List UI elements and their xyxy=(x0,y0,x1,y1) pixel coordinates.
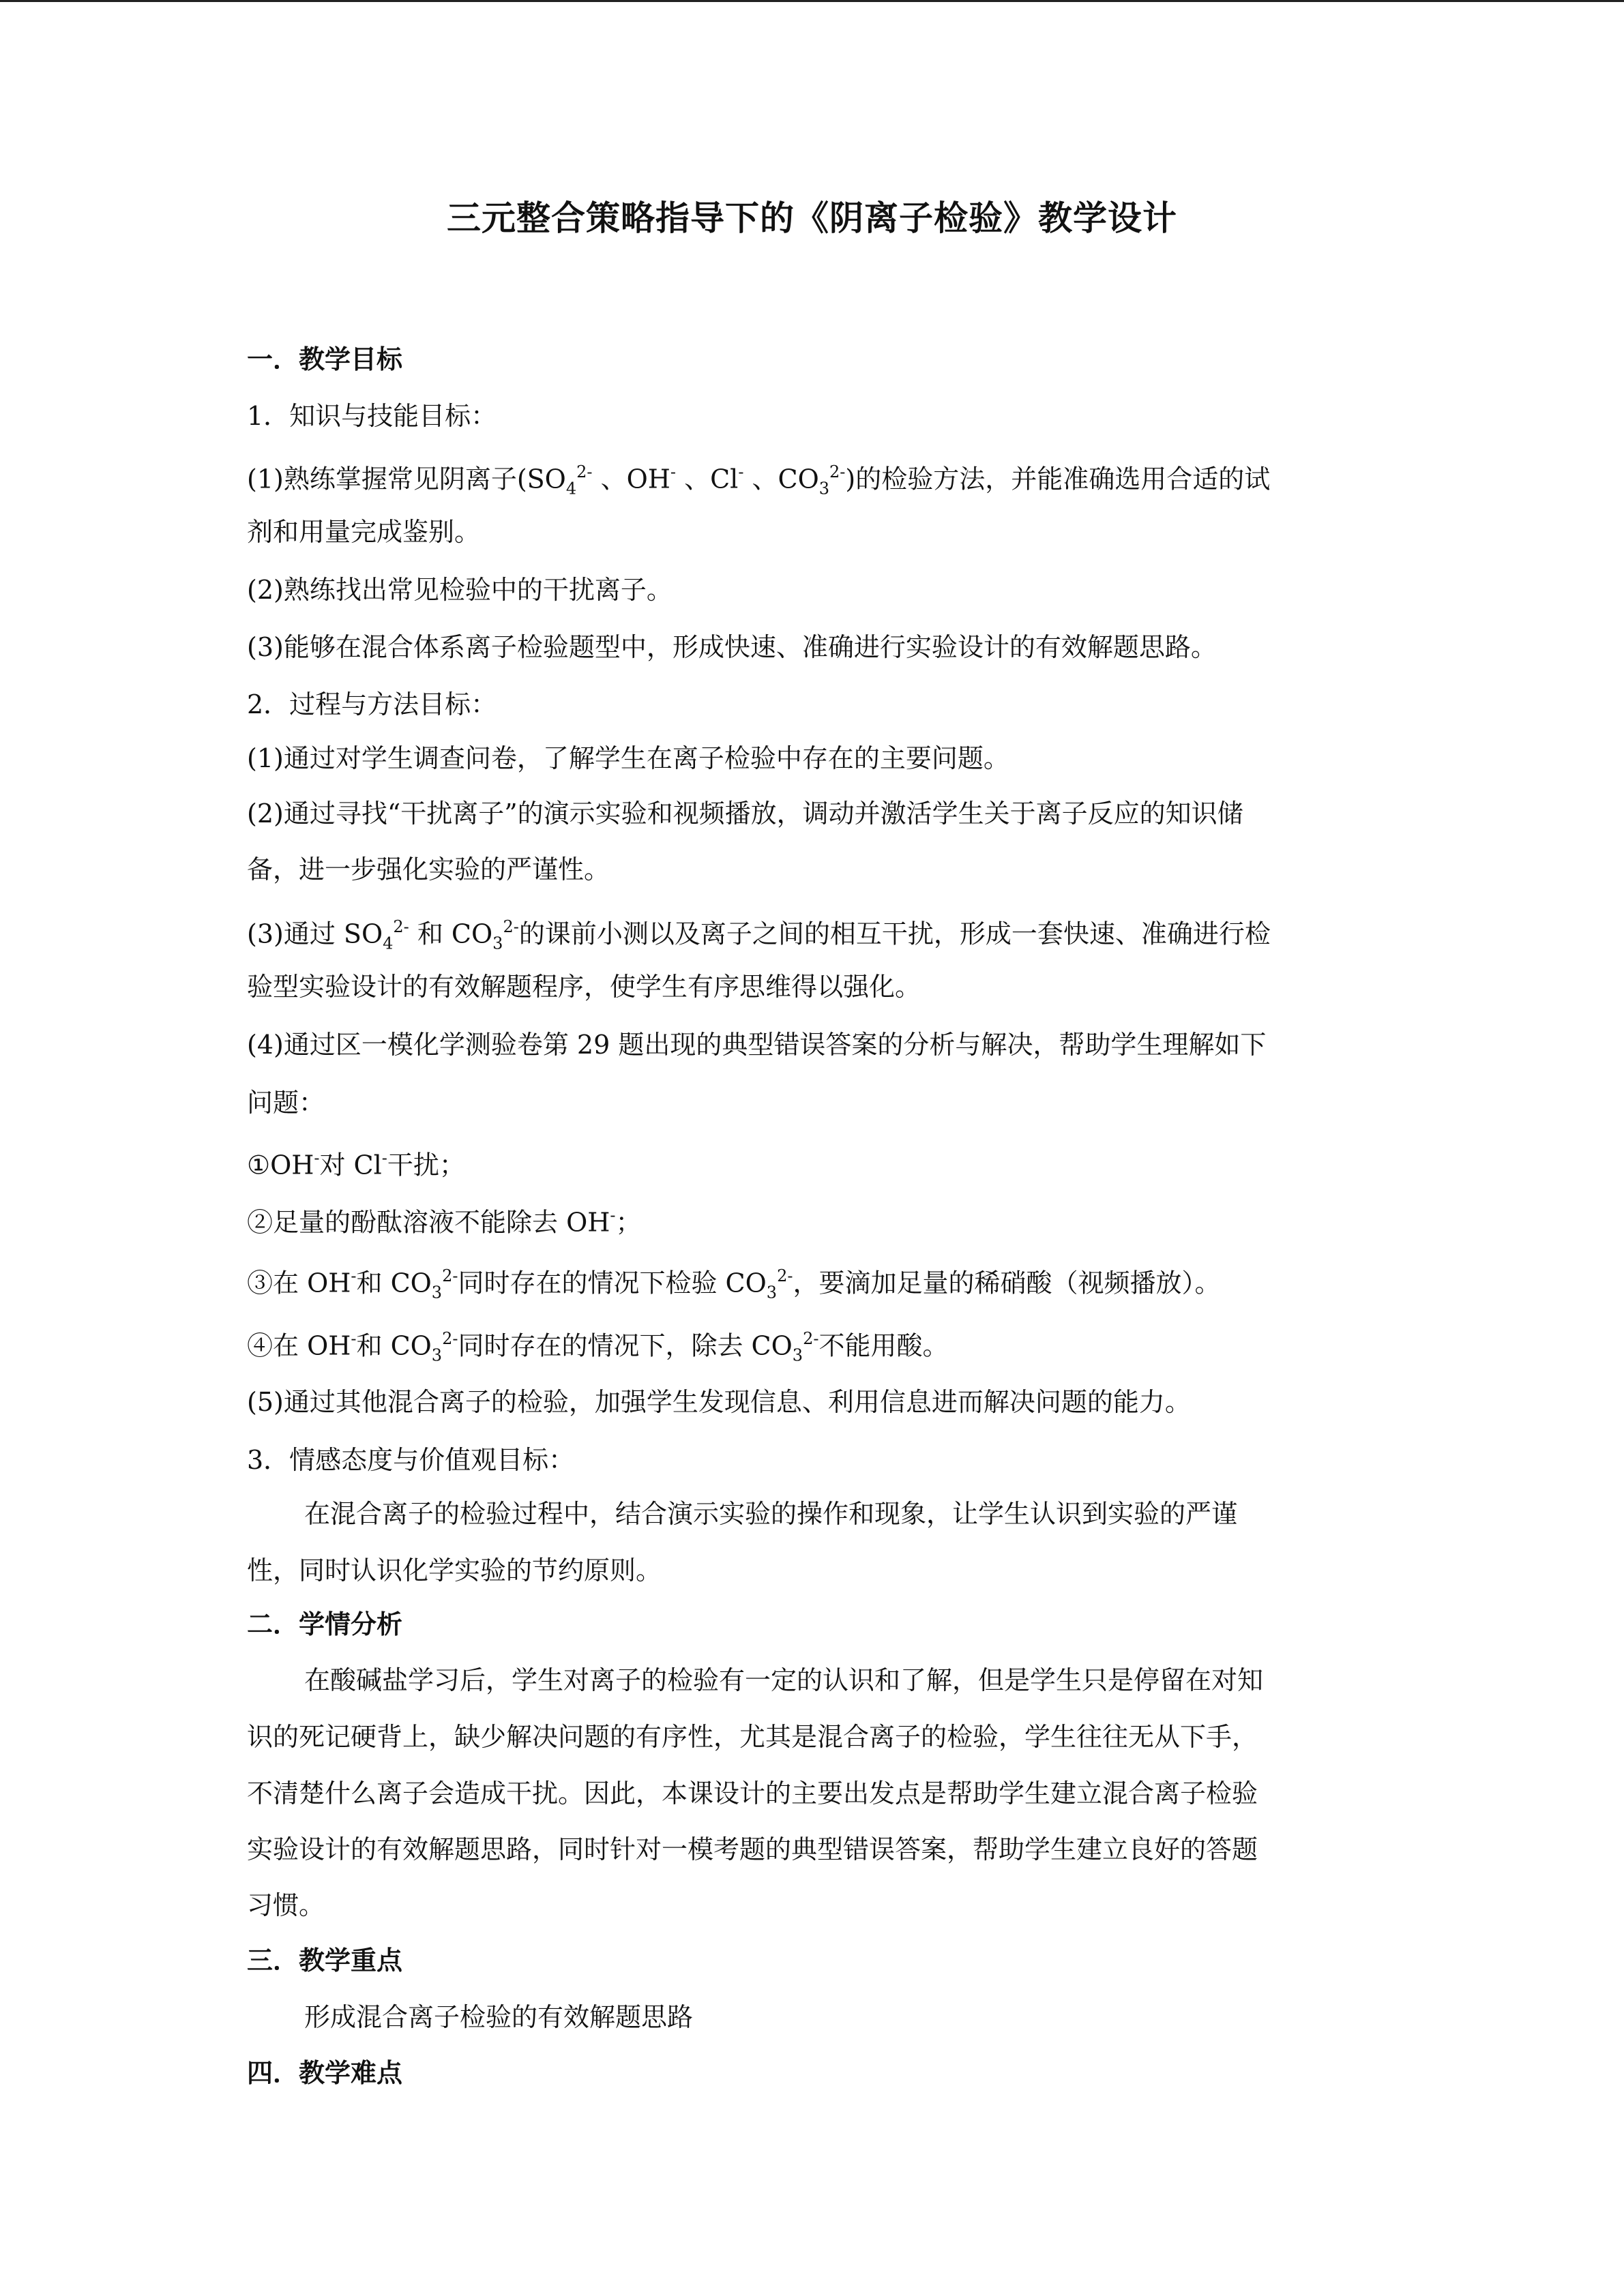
objective-2-3-line-1: (3)通过 $SO_4^{2-}$ 和 $CO_3^{2-}$的课前小测以及离子之间的相互干扰，形成一套快速、准确进行检 xyxy=(247,917,1271,953)
attitudes-paragraph-line-1: 在混合离子的检验过程中，结合演示实验的操作和现象，让学生认识到实验的严谨 xyxy=(304,1499,1238,1529)
objective-2-4-line-2: 问题： xyxy=(247,1088,325,1118)
objective-2-3-line-2: 验型实验设计的有效解题程序，使学生有序思维得以强化。 xyxy=(247,972,921,1002)
objective-2-4-line-1: (4)通过区一模化学测验卷第 29 题出现的典型错误答案的分析与解决，帮助学生理解如下 xyxy=(247,1030,1267,1060)
key-points-text: 形成混合离子检验的有效解题思路 xyxy=(304,2002,694,2032)
objective-2-5: (5)通过其他混合离子的检验，加强学生发现信息、利用信息进而解决问题的能力。 xyxy=(247,1387,1191,1417)
section-heading-learner-analysis: 二．学情分析 xyxy=(247,1609,403,1639)
learner-analysis-line-3: 不清楚什么离子会造成干扰。因此，本课设计的主要出发点是帮助学生建立混合离子检验 xyxy=(247,1778,1258,1808)
sub-item-a: ①OH-对 Cl-干扰； xyxy=(247,1148,465,1180)
sub-item-c: ③在 OH-和 $CO_3^{2-}$同时存在的情况下检验 $CO_3^{2-}$，要滴加足量的稀硝酸（视频播放）。 xyxy=(247,1266,1221,1302)
attitudes-paragraph-line-2: 性，同时认识化学实验的节约原则。 xyxy=(247,1555,662,1585)
objective-1-1-line-1: (1)熟练掌握常见阴离子($SO_4^{2-}$ 、OH- 、Cl- 、$CO_3^{2-}$)的检验方法，并能准确选用合适的试 xyxy=(247,462,1271,498)
objective-2-2-line-2: 备，进一步强化实验的严谨性。 xyxy=(247,854,610,884)
sub-item-d: ④在 OH-和 $CO_3^{2-}$同时存在的情况下，除去 $CO_3^{2-}$不能用酸。 xyxy=(247,1329,949,1365)
sub-item-b: ②足量的酚酞溶液不能除去 OH-； xyxy=(247,1206,642,1238)
learner-analysis-line-2: 识的死记硬背上，缺少解决问题的有序性，尤其是混合离子的检验，学生往往无从下手， xyxy=(247,1722,1258,1752)
learner-analysis-line-4: 实验设计的有效解题思路，同时针对一模考题的典型错误答案，帮助学生建立良好的答题 xyxy=(247,1834,1258,1864)
objective-1-2: (2)熟练找出常见检验中的干扰离子。 xyxy=(247,575,673,605)
subsection-heading-process-methods: 2．过程与方法目标： xyxy=(247,689,497,719)
learner-analysis-line-1: 在酸碱盐学习后，学生对离子的检验有一定的认识和了解，但是学生只是停留在对知 xyxy=(304,1665,1264,1695)
objective-2-2-line-1: (2)通过寻找“干扰离子”的演示实验和视频播放，调动并激活学生关于离子反应的知识储 xyxy=(247,799,1243,829)
top-border-line xyxy=(0,0,1624,2)
subsection-heading-knowledge-skills: 1．知识与技能目标： xyxy=(247,401,497,431)
objective-1-3: (3)能够在混合体系离子检验题型中，形成快速、准确进行实验设计的有效解题思路。 xyxy=(247,632,1217,662)
subsection-heading-attitudes-values: 3．情感态度与价值观目标： xyxy=(247,1445,575,1475)
objective-1-1-line-2: 剂和用量完成鉴别。 xyxy=(247,517,481,547)
objective-2-1: (1)通过对学生调查问卷，了解学生在离子检验中存在的主要问题。 xyxy=(247,743,1009,773)
section-heading-key-points: 三．教学重点 xyxy=(247,1945,403,1976)
section-heading-teaching-objectives: 一．教学目标 xyxy=(247,344,403,374)
page-title: 三元整合策略指导下的《阴离子检验》教学设计 xyxy=(447,198,1177,238)
learner-analysis-line-5: 习惯。 xyxy=(247,1890,325,1920)
section-heading-difficulties: 四．教学难点 xyxy=(247,2058,403,2088)
